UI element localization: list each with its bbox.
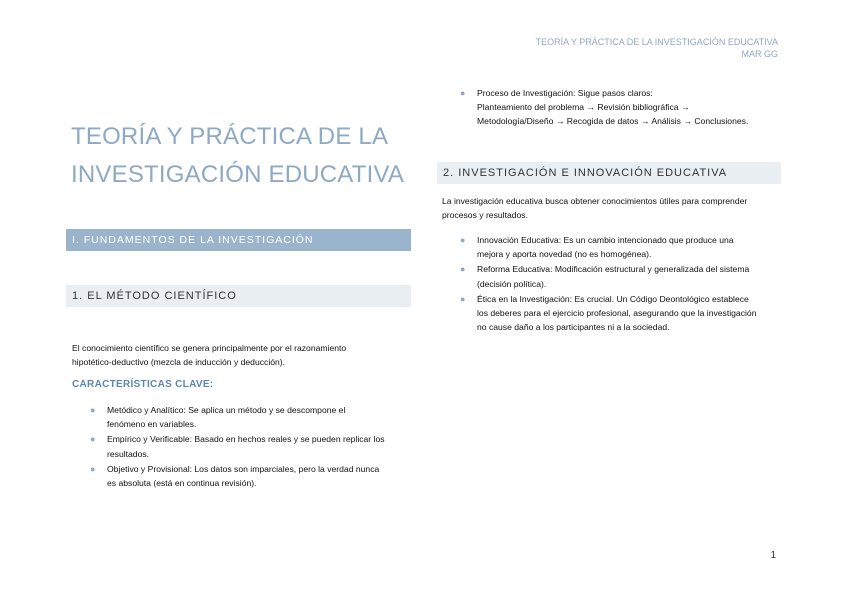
list-item-line: Metódico y Analítico: Se aplica un método y se descompone el: [107, 405, 346, 415]
page-number: 1: [770, 550, 776, 561]
list-item-line: resultados.: [107, 448, 150, 459]
list-item: [88, 403, 408, 431]
list-item-line: los deberes para el ejercicio profesional, asegurando que la investigación: [477, 308, 757, 319]
list-item-line: Objetivo y Provisional: Los datos son imparciales, pero la verdad nunca: [107, 463, 380, 474]
metodo-intro-line-1: El conocimiento científico se genera principalmente por el razonamiento: [72, 343, 347, 353]
bullet-icon: ●: [460, 235, 466, 245]
list-item-line: es absoluta (está en continua revisión).: [107, 478, 257, 489]
bullet-icon: ●: [460, 88, 466, 98]
running-header-author: MAR GG: [741, 49, 778, 59]
list-item: [88, 432, 408, 460]
bullet-icon: ●: [90, 434, 96, 445]
list-item-line: Empírico y Verificable: Basado en hechos reales y se pueden replicar los: [107, 434, 385, 445]
subsection-heading-investigacion-innovacion: 2. INVESTIGACIÓN E INNOVACIÓN EDUCATIVA: [437, 162, 781, 184]
list-item-line: Proceso de Investigación: Sigue pasos claros:: [477, 88, 653, 98]
list-item-line: mejora y aporta novedad (no es homogénea).: [477, 249, 652, 260]
bullet-icon: ●: [460, 293, 466, 304]
investigacion-intro-paragraph: [442, 194, 747, 222]
running-header: [536, 36, 778, 60]
list-item-line: Reforma Educativa: Modificación estructural y generalizada del sistema: [477, 264, 750, 275]
list-item: [458, 262, 788, 290]
list-item: [458, 292, 788, 335]
proceso-list: [458, 86, 788, 129]
list-item-line: fenómeno en variables.: [107, 419, 197, 430]
list-item: [458, 86, 788, 129]
list-item-line: Ética en la Investigación: Es crucial. Un Código Deontológico establece: [477, 293, 749, 304]
metodo-intro-line-2: hipotético-deductivo (mezcla de inducción y deducción).: [72, 357, 286, 367]
section-heading-fundamentos: I. FUNDAMENTOS DE LA INVESTIGACIÓN: [66, 229, 411, 251]
running-header-title: TEORÍA Y PRÁCTICA DE LA INVESTIGACIÓN EDUCATIVA: [535, 37, 778, 47]
list-item-line: Planteamiento del problema → Revisión bibliográfica →: [477, 102, 690, 113]
bullet-icon: ●: [460, 264, 466, 275]
list-item-line: Innovación Educativa: Es un cambio intencionado que produce una: [477, 235, 734, 245]
investigacion-intro-line-2: procesos y resultados.: [442, 210, 528, 220]
document-title-line-1: TEORÍA Y PRÁCTICA DE LA: [71, 123, 389, 150]
bullet-icon: ●: [90, 463, 96, 474]
innovacion-list: [458, 233, 788, 334]
caracteristicas-list: [88, 403, 408, 490]
bullet-icon: ●: [90, 405, 96, 415]
list-item-line: no cause daño a los participantes ni a la sociedad.: [477, 322, 670, 333]
caracteristicas-heading: CARACTERÍSTICAS CLAVE:: [72, 379, 214, 390]
list-item: [88, 462, 408, 490]
list-item: [458, 233, 788, 261]
list-item-line: (decisión política).: [477, 278, 547, 289]
metodo-intro-paragraph: [72, 341, 346, 369]
document-title: [71, 118, 416, 194]
investigacion-intro-line-1: La investigación educativa busca obtener conocimientos útiles para comprender: [442, 196, 748, 206]
list-item-line: Metodología/Diseño → Recogida de datos → Análisis → Conclusiones.: [477, 116, 749, 127]
document-title-line-2: INVESTIGACIÓN EDUCATIVA: [71, 161, 405, 188]
subsection-heading-metodo-cientifico: 1. EL MÉTODO CIENTÍFICO: [66, 285, 411, 307]
